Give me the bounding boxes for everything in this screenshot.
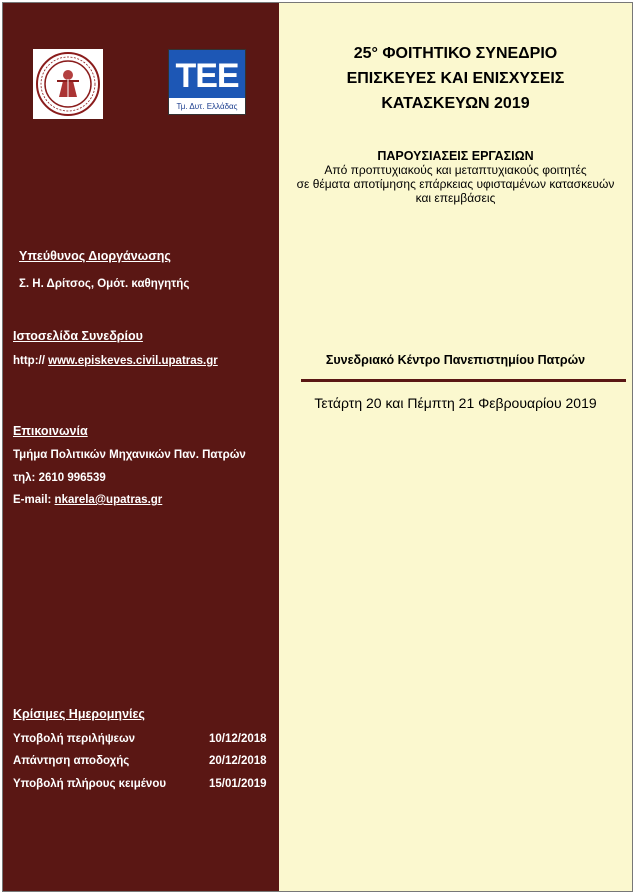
contact-phone: τηλ: 2610 996539 [13,472,106,484]
email-link[interactable]: nkarela@upatras.gr [54,494,163,506]
date-label: Απάντηση αποδοχής [13,755,130,767]
description-line: σε θέματα αποτίμησης επάρκειας υφισταμένων κατασκευών [296,177,615,191]
date-label: Υποβολή πλήρους κειμένου [13,778,167,790]
university-of-patras-seal-logo [33,49,103,119]
tee-mark-icon [172,54,242,94]
venue: Συνεδριακό Κέντρο Πανεπιστημίου Πατρών [325,353,586,367]
title-line: ΕΠΙΣΚΕΥΕΣ ΚΑΙ ΕΝΙΣΧΥΣΕΙΣ [346,70,565,87]
date-label: Υποβολή περιλήψεων [13,733,136,745]
conference-title [279,41,632,116]
dates-heading: Κρίσιμες Ημερομηνίες [13,707,145,721]
tee-logo [168,49,246,115]
svg-text:ΤΕΕ: ΤΕΕ [175,57,239,94]
website-link[interactable]: www.episkeves.civil.upatras.gr [48,355,218,367]
description-line: και επεμβάσεις [415,191,496,205]
date-value: 15/01/2019 [209,778,267,790]
title-line: ΚΑΤΑΣΚΕΥΩΝ 2019 [381,95,530,112]
email-label: E-mail: [13,494,52,506]
seal-icon [35,51,101,117]
date-value: 20/12/2018 [209,755,267,767]
contact-heading: Επικοινωνία [13,424,88,438]
organizer-heading: Υπεύθυνος Διοργάνωσης [19,249,171,263]
date-value: 10/12/2018 [209,733,267,745]
organizer-name: Σ. Η. Δρίτσος, Ομότ. καθηγητής [19,278,190,290]
right-panel [279,3,632,891]
website-heading: Ιστοσελίδα Συνεδρίου [13,329,143,343]
description-line: Από προπτυχιακούς και μεταπτυχιακούς φοιτητές [324,163,587,177]
presentations-description [279,163,632,205]
divider [301,379,626,382]
presentations-heading: ΠΑΡΟΥΣΙΑΣΕΙΣ ΕΡΓΑΣΙΩΝ [377,149,534,163]
title-line: 25° ΦΟΙΤΗΤΙΚΟ ΣΥΝΕΔΡΙΟ [353,45,558,62]
tee-subtitle: Τμ. Δυτ. Ελλάδας [176,102,238,111]
conference-flyer [2,2,633,892]
website-prefix: http:// [13,355,45,367]
contact-department: Τμήμα Πολιτικών Μηχανικών Παν. Πατρών [13,449,246,461]
left-panel [3,3,279,891]
event-dates: Τετάρτη 20 και Πέμπτη 21 Φεβρουαρίου 2019 [314,395,597,411]
contact-email-line [13,494,162,506]
website-line [13,355,218,367]
